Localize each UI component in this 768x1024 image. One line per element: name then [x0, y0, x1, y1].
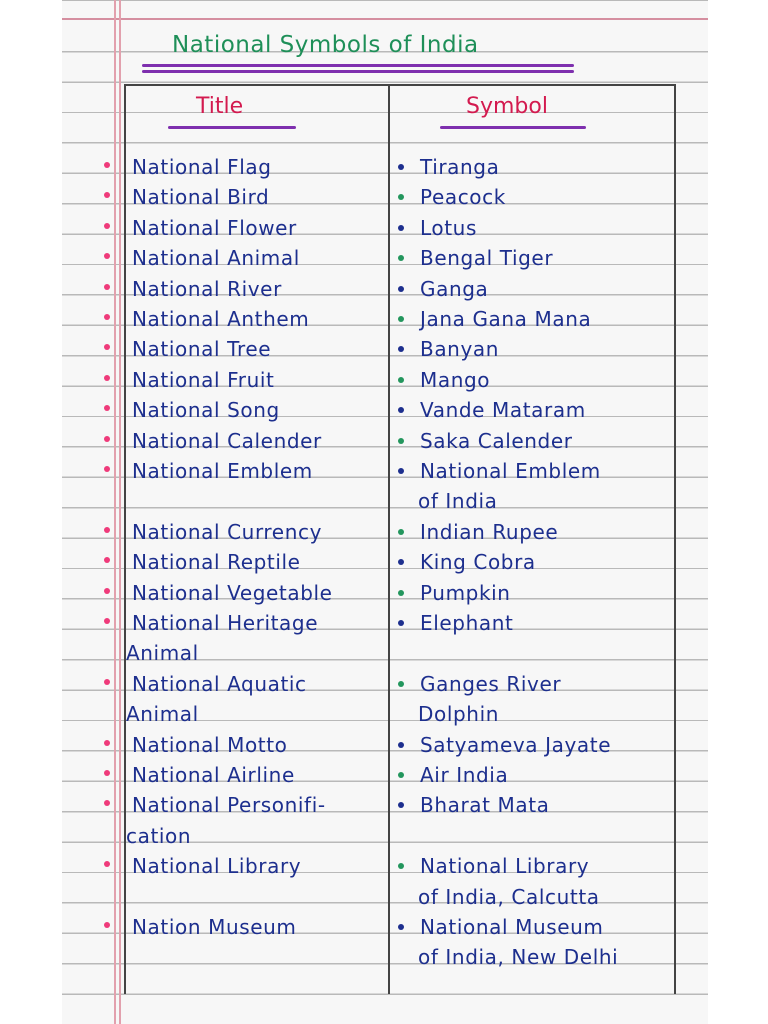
title-underline-1 [142, 64, 574, 67]
row-title-text: National Flower [132, 215, 297, 240]
symbol-bullet [398, 590, 404, 596]
notebook-page [62, 0, 708, 1024]
symbol-bullet [398, 438, 404, 444]
title-bullet [104, 375, 110, 381]
title-bullet [104, 192, 110, 198]
row-symbol-text: of India, New Delhi [418, 945, 619, 970]
row-symbol-text: Jana Gana Mana [420, 307, 592, 331]
header-title-underline [168, 126, 296, 129]
header-symbol-underline [440, 126, 586, 129]
row-symbol-text: Elephant [420, 611, 514, 635]
row-symbol-text: National Museum [420, 915, 604, 939]
row-title-text: National Anthem [132, 307, 310, 331]
row-symbol-text: Ganges River [420, 671, 562, 696]
symbol-bullet [398, 620, 404, 626]
row-symbol-text: of India, Calcutta [418, 884, 600, 909]
title-bullet [104, 466, 110, 472]
row-title-text: National Fruit [132, 367, 275, 392]
title-bullet [104, 740, 110, 746]
row-title-text: National Motto [132, 732, 288, 757]
table-column-divider [388, 84, 390, 994]
title-bullet [104, 314, 110, 320]
row-title-text: National Airline [132, 763, 295, 787]
symbol-bullet [398, 407, 404, 413]
row-title-text: National Calender [132, 428, 322, 453]
row-symbol-text: Mango [420, 367, 491, 392]
symbol-bullet [398, 681, 404, 687]
row-title-text: cation [126, 823, 192, 848]
symbol-bullet [398, 468, 404, 474]
table-left-border [124, 84, 126, 994]
row-symbol-text: King Cobra [420, 550, 536, 575]
symbol-bullet [398, 772, 404, 778]
column-header-title: Title [196, 94, 244, 119]
margin-line-left [114, 0, 116, 1024]
symbol-bullet [398, 742, 404, 748]
row-symbol-text: Peacock [420, 185, 506, 210]
symbol-bullet [398, 164, 404, 170]
row-title-text: National Reptile [132, 550, 301, 575]
title-bullet [104, 618, 110, 624]
table-right-border [674, 84, 676, 994]
symbol-bullet [398, 924, 404, 930]
row-title-text: National Emblem [132, 459, 313, 483]
row-title-text: National Library [132, 854, 302, 879]
row-title-text: National Personifi- [132, 793, 326, 818]
title-bullet [104, 557, 110, 563]
row-symbol-text: Air India [420, 763, 509, 787]
symbol-bullet [398, 377, 404, 383]
column-header-symbol: Symbol [466, 94, 548, 119]
title-bullet [104, 253, 110, 259]
symbol-bullet [398, 316, 404, 322]
title-bullet [104, 162, 110, 168]
table-top-border [124, 84, 676, 86]
title-bullet [104, 588, 110, 594]
row-title-text: National Bird [132, 185, 270, 210]
row-title-text: Nation Museum [132, 915, 297, 939]
row-title-text: National Heritage [132, 611, 319, 635]
row-symbol-text: National Emblem [420, 459, 601, 483]
top-rule [62, 18, 708, 20]
symbol-bullet [398, 225, 404, 231]
symbol-bullet [398, 802, 404, 808]
symbol-bullet [398, 863, 404, 869]
row-symbol-text: Indian Rupee [420, 519, 559, 544]
symbol-bullet [398, 255, 404, 261]
row-symbol-text: National Library [420, 854, 590, 879]
row-symbol-text: Satyameva Jayate [420, 732, 612, 757]
row-symbol-text: Tiranga [420, 155, 500, 179]
row-symbol-text: Bharat Mata [420, 793, 550, 818]
symbol-bullet [398, 559, 404, 565]
row-title-text: Animal [126, 641, 199, 666]
row-title-text: Animal [126, 702, 199, 727]
title-bullet [104, 223, 110, 229]
row-title-text: National Flag [132, 155, 272, 179]
row-symbol-text: of India [418, 489, 498, 514]
title-bullet [104, 770, 110, 776]
row-symbol-text: Vande Mataram [420, 398, 586, 423]
row-title-text: National Song [132, 398, 280, 423]
symbol-bullet [398, 194, 404, 200]
margin-line-right [119, 0, 121, 1024]
row-symbol-text: Bengal Tiger [420, 246, 554, 271]
symbol-bullet [398, 346, 404, 352]
row-symbol-text: Saka Calender [420, 428, 573, 453]
page-title: National Symbols of India [172, 32, 479, 58]
row-symbol-text: Ganga [420, 276, 489, 301]
row-symbol-text: Dolphin [418, 702, 499, 727]
row-title-text: National Animal [132, 246, 300, 271]
title-bullet [104, 527, 110, 533]
row-symbol-text: Pumpkin [420, 580, 511, 605]
symbol-bullet [398, 529, 404, 535]
row-symbol-text: Banyan [420, 337, 500, 362]
title-bullet [104, 800, 110, 806]
title-bullet [104, 861, 110, 867]
title-bullet [104, 679, 110, 685]
title-underline-2 [142, 70, 574, 73]
row-title-text: National Currency [132, 519, 323, 544]
title-bullet [104, 436, 110, 442]
title-bullet [104, 405, 110, 411]
row-title-text: National Vegetable [132, 580, 333, 605]
row-title-text: National Tree [132, 337, 272, 362]
row-title-text: National Aquatic [132, 671, 307, 696]
title-bullet [104, 922, 110, 928]
row-title-text: National River [132, 276, 282, 301]
title-bullet [104, 344, 110, 350]
symbol-bullet [398, 286, 404, 292]
row-symbol-text: Lotus [420, 215, 477, 240]
title-bullet [104, 284, 110, 290]
